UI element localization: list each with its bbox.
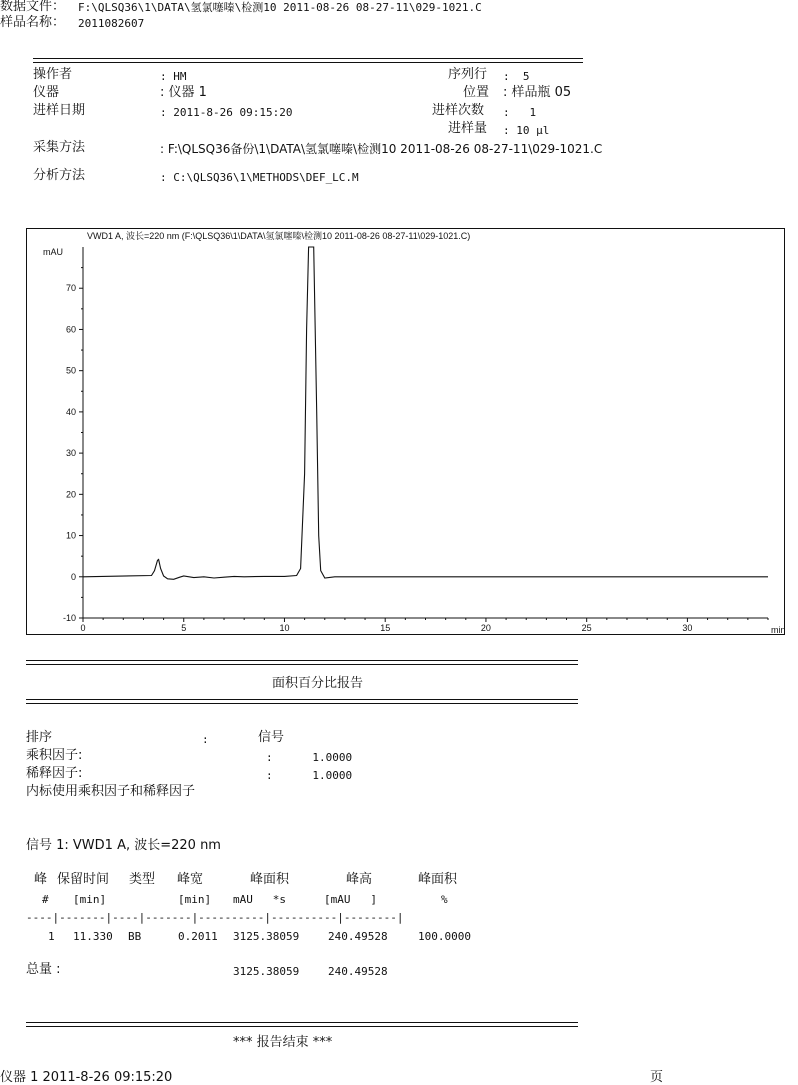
operator-label: 操作者 [33,67,73,82]
multiplier-value: : 1.0000 [266,751,353,764]
data-file-path: F:\QLSQ36\1\DATA\氢氯噻嗪\检测10 2011-08-26 08-27-11\029-1021.C [78,1,482,14]
anal-method-value: : C:\QLSQ36\1\METHODS\DEF_LC.M [160,171,359,184]
x-tick-label: 30 [682,623,693,633]
report-rule-bottom [26,699,578,704]
x-tick-label: 15 [380,623,391,633]
sample-name-value: 2011082607 [78,17,145,30]
total-area: 3125.38059 [233,965,300,978]
unit-area-pct: % [441,893,448,906]
inj-date-value: : 2011-8-26 09:15:20 [160,106,293,119]
cell-area-pct: 100.0000 [418,930,471,943]
inj-count-label: 进样次数 [432,103,485,118]
unit-ret-time: [min] [73,893,107,906]
instrument-value: : 仪器 1 [160,85,207,100]
report-title: 面积百分比报告 [272,676,364,691]
footer-left: 仪器 1 2011-8-26 09:15:20 [0,1070,173,1085]
y-tick-label: 30 [65,448,76,459]
inj-volume-value: : 10 µl [503,124,550,137]
chart-axes [83,247,768,618]
chart-trace-group [83,247,768,579]
col-height: 峰高 [346,872,373,887]
signal-label: 信号 1: VWD1 A, 波长=220 nm [26,838,221,853]
total-label: 总量 : [26,962,61,977]
operator-value: : HM [160,70,187,83]
total-height: 240.49528 [328,965,388,978]
table-rule: ----|-------|----|-------|----------|----------|--------| [26,911,404,924]
col-type: 类型 [129,872,156,887]
x-tick-label: 10 [279,623,290,633]
position-value: : 样品瓶 05 [503,85,572,100]
multiplier-label: 乘积因子: [26,748,83,763]
y-tick-label: 0 [70,571,76,582]
footer-page: 页 [650,1070,664,1085]
cell-peak: 1 [48,930,55,943]
x-axis-unit: min [771,625,786,635]
unit-peak: # [42,893,49,906]
chromatogram-panel [26,228,785,635]
x-tick-label: 0 [80,623,86,633]
info-top-rule [33,58,583,63]
x-tick-label: 25 [581,623,592,633]
col-width: 峰宽 [177,872,204,887]
col-ret-time: 保留时间 [57,872,110,887]
sort-label: 排序 [26,730,53,745]
chromatogram-trace [83,247,768,579]
inj-volume-label: 进样量 [448,121,488,136]
y-axis-unit: mAU [43,247,63,257]
report-rule-top [26,660,578,665]
col-area-pct: 峰面积 [418,872,458,887]
dilution-label: 稀释因子: [26,766,83,781]
acq-method-label: 采集方法 [33,140,86,155]
unit-area: mAU *s [233,893,286,906]
istd-note: 内标使用乘积因子和稀释因子 [26,784,196,799]
col-peak: 峰 [34,872,48,887]
seq-row-value: : 5 [503,70,530,83]
dilution-value: : 1.0000 [266,769,353,782]
inj-count-value: : 1 [503,106,537,119]
y-tick-label: 70 [65,283,76,294]
anal-method-label: 分析方法 [33,168,86,183]
x-tick-label: 5 [181,623,187,633]
cell-width: 0.2011 [178,930,218,943]
x-tick-label: 20 [480,623,491,633]
chromatogram-chart [27,229,784,634]
acq-method-value: : F:\QLSQ36备份\1\DATA\氢氯噻嗪\检测10 2011-08-26 08-27-11\029-1021.C [160,142,603,156]
y-tick-label: 60 [65,324,76,335]
data-file-label: 数据文件： [0,0,66,14]
chart-title: VWD1 A, 波长=220 nm (F:\QLSQ36\1\DATA\氢氯噻嗪\检测10 2011-08-26 08-27-11\029-1021.C) [87,231,471,241]
cell-area: 3125.38059 [233,930,300,943]
unit-height: [mAU ] [324,893,377,906]
seq-row-label: 序列行 [448,67,488,82]
sort-colon: : [202,733,209,746]
sample-name-label: 样品名称： [0,15,66,30]
report-end: *** 报告结束 *** [233,1035,333,1050]
sort-value: 信号 [258,730,285,745]
instrument-label: 仪器 [33,85,60,100]
end-rule [26,1022,578,1027]
y-tick-label: 40 [65,406,76,417]
chart-ticks [63,268,768,633]
y-tick-label: 50 [65,365,76,376]
unit-width: [min] [178,893,212,906]
position-label: 位置 [463,85,490,100]
cell-height: 240.49528 [328,930,388,943]
y-tick-label: 20 [65,489,76,500]
col-area: 峰面积 [250,872,290,887]
inj-date-label: 进样日期 [33,103,86,118]
cell-ret-time: 11.330 [73,930,113,943]
y-tick-label: -10 [62,613,76,623]
cell-type: BB [128,930,142,943]
y-tick-label: 10 [65,530,76,541]
